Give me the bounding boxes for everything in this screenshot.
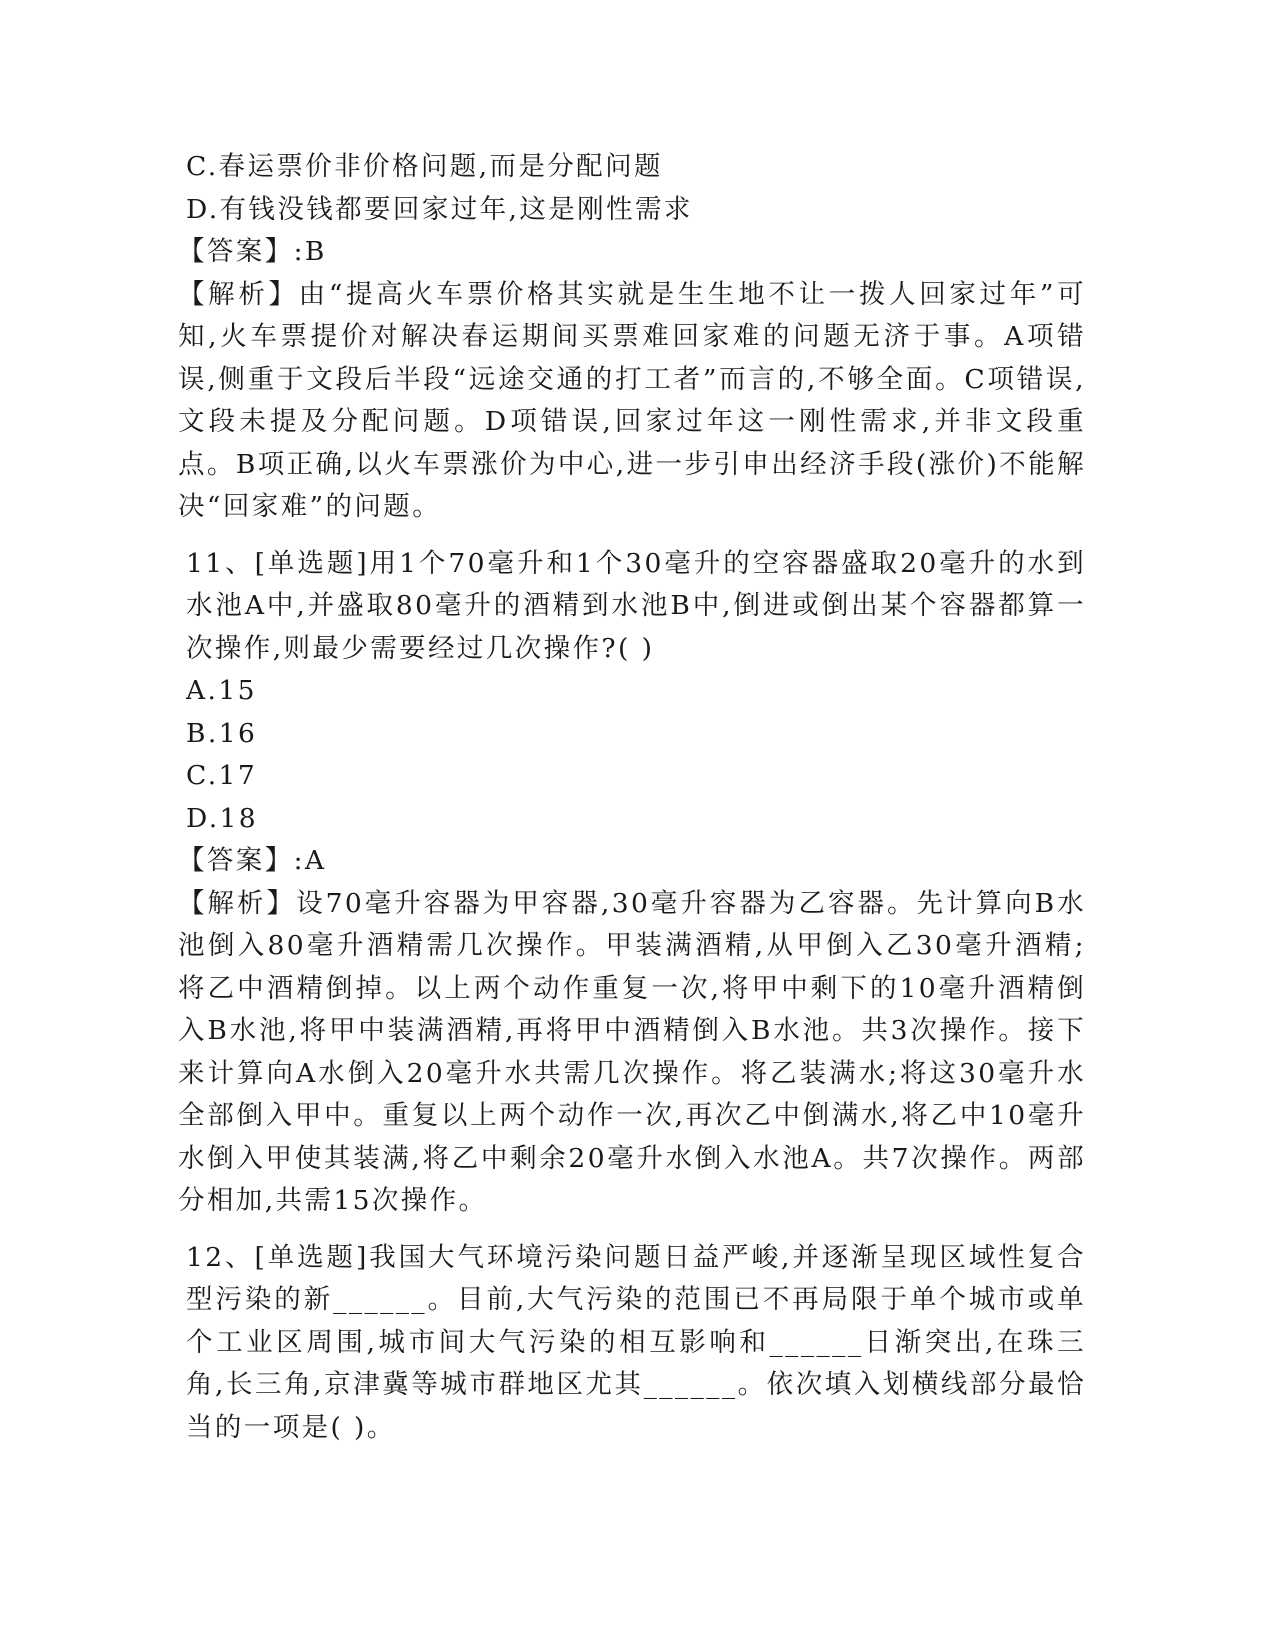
q11-option-b: B.16 — [186, 717, 258, 749]
q10-option-d: D.有钱没钱都要回家过年,这是刚性需求 — [186, 193, 693, 225]
q11-option-d: D.18 — [186, 802, 259, 834]
spacer — [186, 1223, 1086, 1237]
q11-option-c: C.17 — [186, 760, 258, 791]
document-page — [178, 146, 1086, 1449]
q11-question: 11、[单选题]用1个70毫升和1个30毫升的空容器盛取20毫升的水到水池A中,并盛取80毫升的酒精到水池B中,倒进或倒出某个容器都算一次操作,则最少需要经过几次操作?( ) — [186, 547, 1086, 664]
q10-option-c: C.春运票价非价格问题,而是分配问题 — [186, 151, 663, 182]
q11-analysis: 【解析】设70毫升容器为甲容器,30毫升容器为乙容器。先计算向B水池倒入80毫升酒精需几次操作。甲装满酒精,从甲倒入乙30毫升酒精;将乙中酒精倒掉。以上两个动作重复一次,将甲中剩下的10毫升酒精倒入B水池,将甲中装满酒精,再将甲中酒精倒入B水池。共3次操作。接下来计算向A水倒入20毫升水共需几次操作。将乙装满水;将这30毫升水全部倒入甲中。重复以上两个动作一次,再次乙中倒满水,将乙中10毫升水倒入甲使其装满,将乙中剩余20毫升水倒入水池A。共7次操作。两部分相加,共需15次操作。 — [178, 887, 1086, 1216]
q11-option-a: A.15 — [186, 675, 257, 706]
q12-question: 12、[单选题]我国大气环境污染问题日益严峻,并逐渐呈现区域性复合型污染的新______。目前,大气污染的范围已不再局限于单个城市或单个工业区周围,城市间大气污染的相互影响和______日渐突出,在珠三角,长三角,京津冀等城市群地区尤其______。依次填入划横线部分最恰当的一项是( )。 — [186, 1241, 1086, 1443]
q10-analysis: 【解析】由“提高火车票价格其实就是生生地不让一拨人回家过年”可知,火车票提价对解决春运期间买票难回家难的问题无济于事。A项错误,侧重于文段后半段“远途交通的打工者”而言的,不够全面。C项错误,文段未提及分配问题。D项错误,回家过年这一刚性需求,并非文段重点。B项正确,以火车票涨价为中心,进一步引申出经济手段(涨价)不能解决“回家难”的问题。 — [178, 278, 1086, 522]
spacer — [186, 529, 1086, 543]
q11-answer: 【答案】:A — [178, 845, 327, 876]
q10-answer: 【答案】:B — [178, 236, 327, 267]
